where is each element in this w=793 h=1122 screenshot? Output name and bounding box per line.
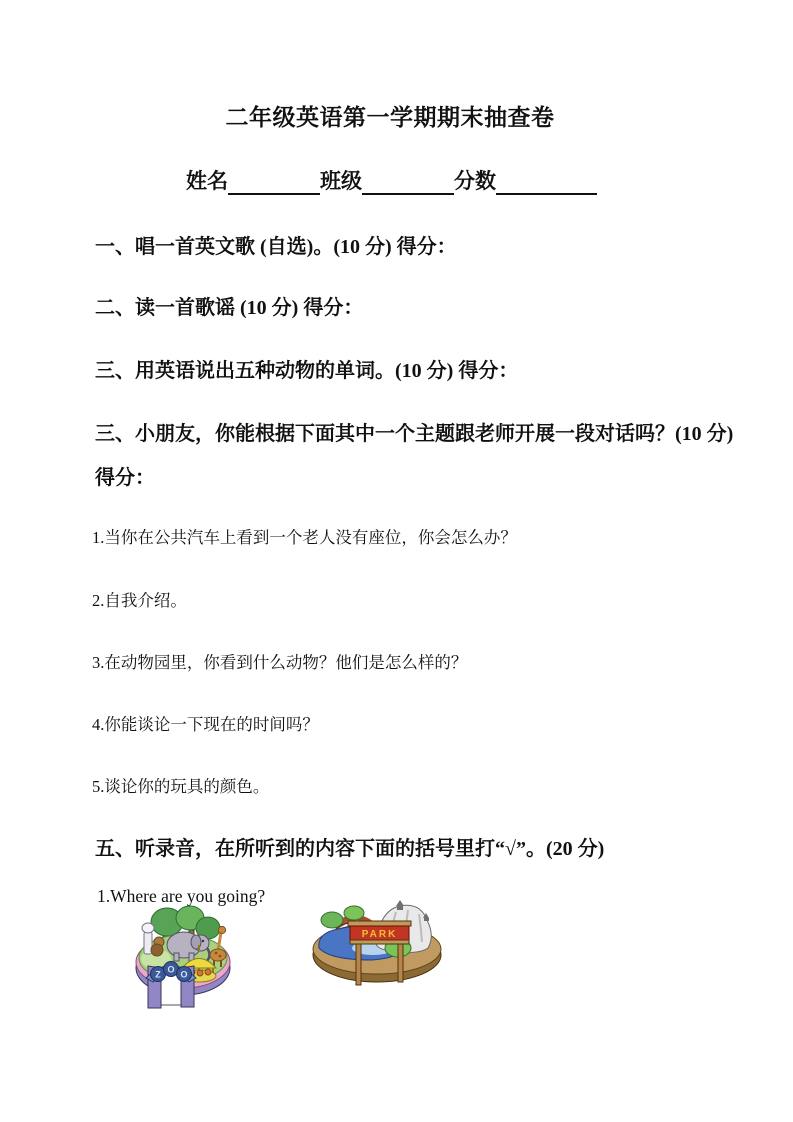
listening-question-1: 1.Where are you going? [97, 886, 266, 906]
dialogue-topic-5: 5.谈论你的玩具的颜色。 [92, 777, 270, 796]
dialogue-topic-4: 4.你能谈论一下现在的时间吗？ [92, 715, 319, 734]
class-blank [362, 171, 454, 195]
score-blank [496, 171, 597, 195]
section-2-heading: 二、读一首歌谣 (10 分) 得分： [95, 297, 364, 319]
dialogue-topic-1: 1.当你在公共汽车上看到一个老人没有座位，你会怎么办？ [92, 528, 517, 547]
dialogue-topic-3: 3.在动物园里，你看到什么动物？他们是怎么样的？ [92, 653, 468, 672]
name-blank [228, 171, 320, 195]
student-info-row [186, 165, 597, 195]
dialogue-topic-2: 2.自我介绍。 [92, 591, 187, 610]
zoo-entrance-icon [146, 962, 196, 1009]
section-5-heading: 五、听录音，在所听到的内容下面的括号里打“√”。(20 分) [95, 838, 605, 860]
zoo-option-illustration [126, 905, 238, 1017]
park-option-illustration [310, 898, 446, 988]
zoo-sign-letter-o2: O [180, 969, 188, 980]
class-label: 班级 [320, 169, 362, 193]
score-label: 分数 [454, 169, 496, 193]
section-3-heading: 三、用英语说出五种动物的单词。(10 分) 得分： [95, 360, 519, 382]
zoo-sign-letter-o1: O [167, 964, 175, 975]
zoo-sign-letter-z: Z [155, 969, 161, 980]
park-sign-text: PARK [361, 929, 398, 940]
section-4-score-label: 得分： [95, 467, 155, 489]
section-4-heading: 三、小朋友，你能根据下面其中一个主题跟老师开展一段对话吗？(10 分) [95, 423, 734, 445]
zoo-monkey-icon [151, 937, 164, 956]
page-title: 二年级英语第一学期期末抽查卷 [225, 105, 555, 130]
name-label: 姓名 [186, 169, 228, 193]
section-1-heading: 一、唱一首英文歌 (自选)。(10 分) 得分： [95, 236, 457, 258]
